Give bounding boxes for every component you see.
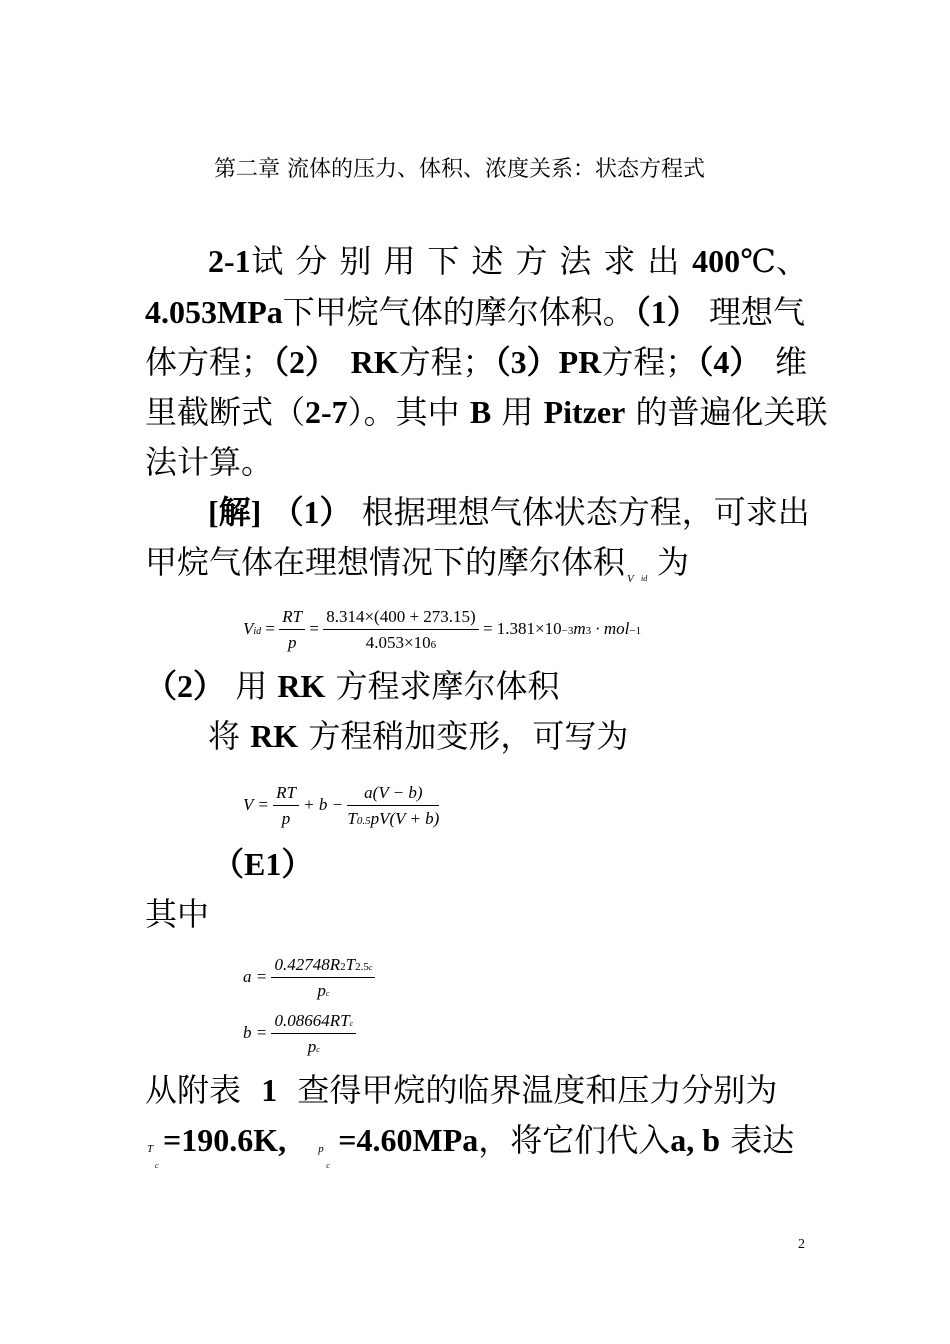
temperature-unit: ℃、 [740,242,808,280]
frac-den-rest: pV(V + b) [370,809,440,828]
subscript: c [316,1045,320,1054]
method-rk: RK [350,344,399,380]
table-number: 1 [261,1072,278,1108]
problem-line-4 [145,387,827,437]
fraction-rt-p [273,783,299,829]
solution-line-4 [208,711,628,761]
symbol-t: T [147,1143,154,1155]
solution-text: ，将它们代入 [478,1121,671,1159]
subscript: c [349,1019,354,1028]
page-number: 2 [798,1237,805,1252]
eq-lhs: V [243,618,254,638]
problem-line-1 [208,236,808,286]
item-label: （2） [145,668,226,704]
exponent: 0.5 [356,815,371,827]
problem-text: 里截断式（ [145,393,306,431]
method-rk: RK [250,718,299,754]
equation-label-e1: （E1） [212,846,314,882]
item-label: （1） [271,494,352,530]
eq-lhs: V = [243,794,269,814]
frac-num: RT [273,783,299,806]
item-label: （4） [697,344,762,380]
problem-text: 下甲烷气体的摩尔体积。 [282,293,635,331]
solution-text: 为 [657,543,690,581]
solution-line-3 [145,661,560,711]
problem-text: 理想气 [708,293,805,331]
solution-text: 方程求摩尔体积 [335,667,560,705]
symbol-v: V [627,573,634,585]
eq-lhs: a = [243,966,268,986]
method-rk: RK [277,668,326,704]
fraction-b [271,1011,356,1057]
subscript: c [326,1161,330,1170]
pc-value: =4.60MPa [338,1122,479,1158]
solution-text: 根据理想气体状态方程，可求出 [361,493,810,531]
pressure-value: 4.053MPa [145,294,283,330]
pitzer-name: Pitzer [543,394,626,430]
solution-line-2 [145,537,689,587]
temperature-value: 400 [692,243,741,279]
chapter-title: 第二章 流体的压力、体积、浓度关系：状态方程式 [214,157,705,182]
solution-line-1 [208,487,810,537]
problem-line-3 [145,337,807,387]
subscript: c [325,989,330,998]
symbols-ab: a, b [670,1122,721,1158]
solution-tag: [解] [208,494,262,530]
unit: · mol [591,618,630,638]
exponent: 2 [340,961,346,973]
fraction-attraction [347,783,439,829]
problem-text: 方程； [398,343,495,381]
eq-lhs: b = [243,1022,268,1042]
tc-value: =190.6K, [163,1122,287,1158]
frac-num: 0.08664RT [274,1011,350,1030]
frac-den-t: T [347,809,357,828]
fraction-a [271,955,375,1001]
solution-text: 查得甲烷的临界温度和压力分别为 [297,1071,778,1109]
exponent: 6 [430,639,437,651]
problem-text: 的普遍化关联 [635,393,828,431]
eq-mid: + b − [303,794,344,814]
solution-text: 甲烷气体在理想情况下的摩尔体积 [145,543,626,581]
solution-line-5 [145,1065,777,1115]
symbol-b: B [469,394,492,430]
frac-den: p [317,981,326,1000]
problem-text: 体方程； [145,343,274,381]
frac-num: a(V − b) [347,783,439,806]
problem-line-5: 法计算。 [145,443,274,481]
exponent: −1 [629,624,642,637]
equation-ref: 2-7 [305,394,348,430]
solution-text: 将 [208,717,241,755]
equation-b [243,1011,356,1057]
solution-text: 表达 [730,1121,795,1159]
problem-text: 试分别用下述方法求出 [251,242,692,280]
frac-den: p [307,1037,317,1056]
solution-text: 从附表 [145,1071,242,1109]
symbol-sub: id [641,574,648,583]
symbol-p: p [318,1143,324,1155]
equation-a [243,955,375,1001]
eq-sub: id [253,625,262,637]
exponent: −3 [561,624,574,637]
symbol-pc [296,1121,338,1170]
equation-ideal-gas [243,607,641,653]
subscript: c [155,1161,159,1170]
frac-num: 8.314×(400 + 273.15) [323,607,479,630]
item-label: （3） [494,344,559,380]
problem-text: 用 [501,393,534,431]
problem-number: 2-1 [208,243,251,279]
item-label: （2） [273,344,338,380]
item-label: （1） [634,294,699,330]
frac-den: p [287,633,297,652]
eq-sign: = [265,618,276,638]
method-pr: PR [558,344,602,380]
symbol-vid [625,543,657,585]
fraction-numeric [323,607,479,653]
equation-rk [243,783,439,829]
eq-result: = 1.381×10 [482,618,562,638]
solution-line-6 [145,1115,807,1170]
solution-text: 方程稍加变形，可写为 [308,717,629,755]
exponent: 3 [585,624,592,637]
frac-num: RT [279,607,305,630]
unit: m [573,618,586,638]
symbol-tc [145,1121,163,1170]
solution-where: 其中 [145,895,210,933]
frac-den: 4.053×10 [365,633,431,652]
fraction-rt-p [279,607,305,653]
problem-text: ）。其中 [347,393,460,431]
eq-sign: = [309,618,319,638]
frac-num: 0.42748R [274,955,341,974]
problem-text: 维 [774,343,807,381]
problem-line-2 [145,287,805,337]
problem-text: 方程； [601,343,698,381]
frac-num-t: T [345,955,356,974]
solution-text: 用 [235,667,268,705]
frac-den: p [281,809,291,828]
subscript: c [368,963,373,972]
exponent: 2.5 [355,961,369,973]
